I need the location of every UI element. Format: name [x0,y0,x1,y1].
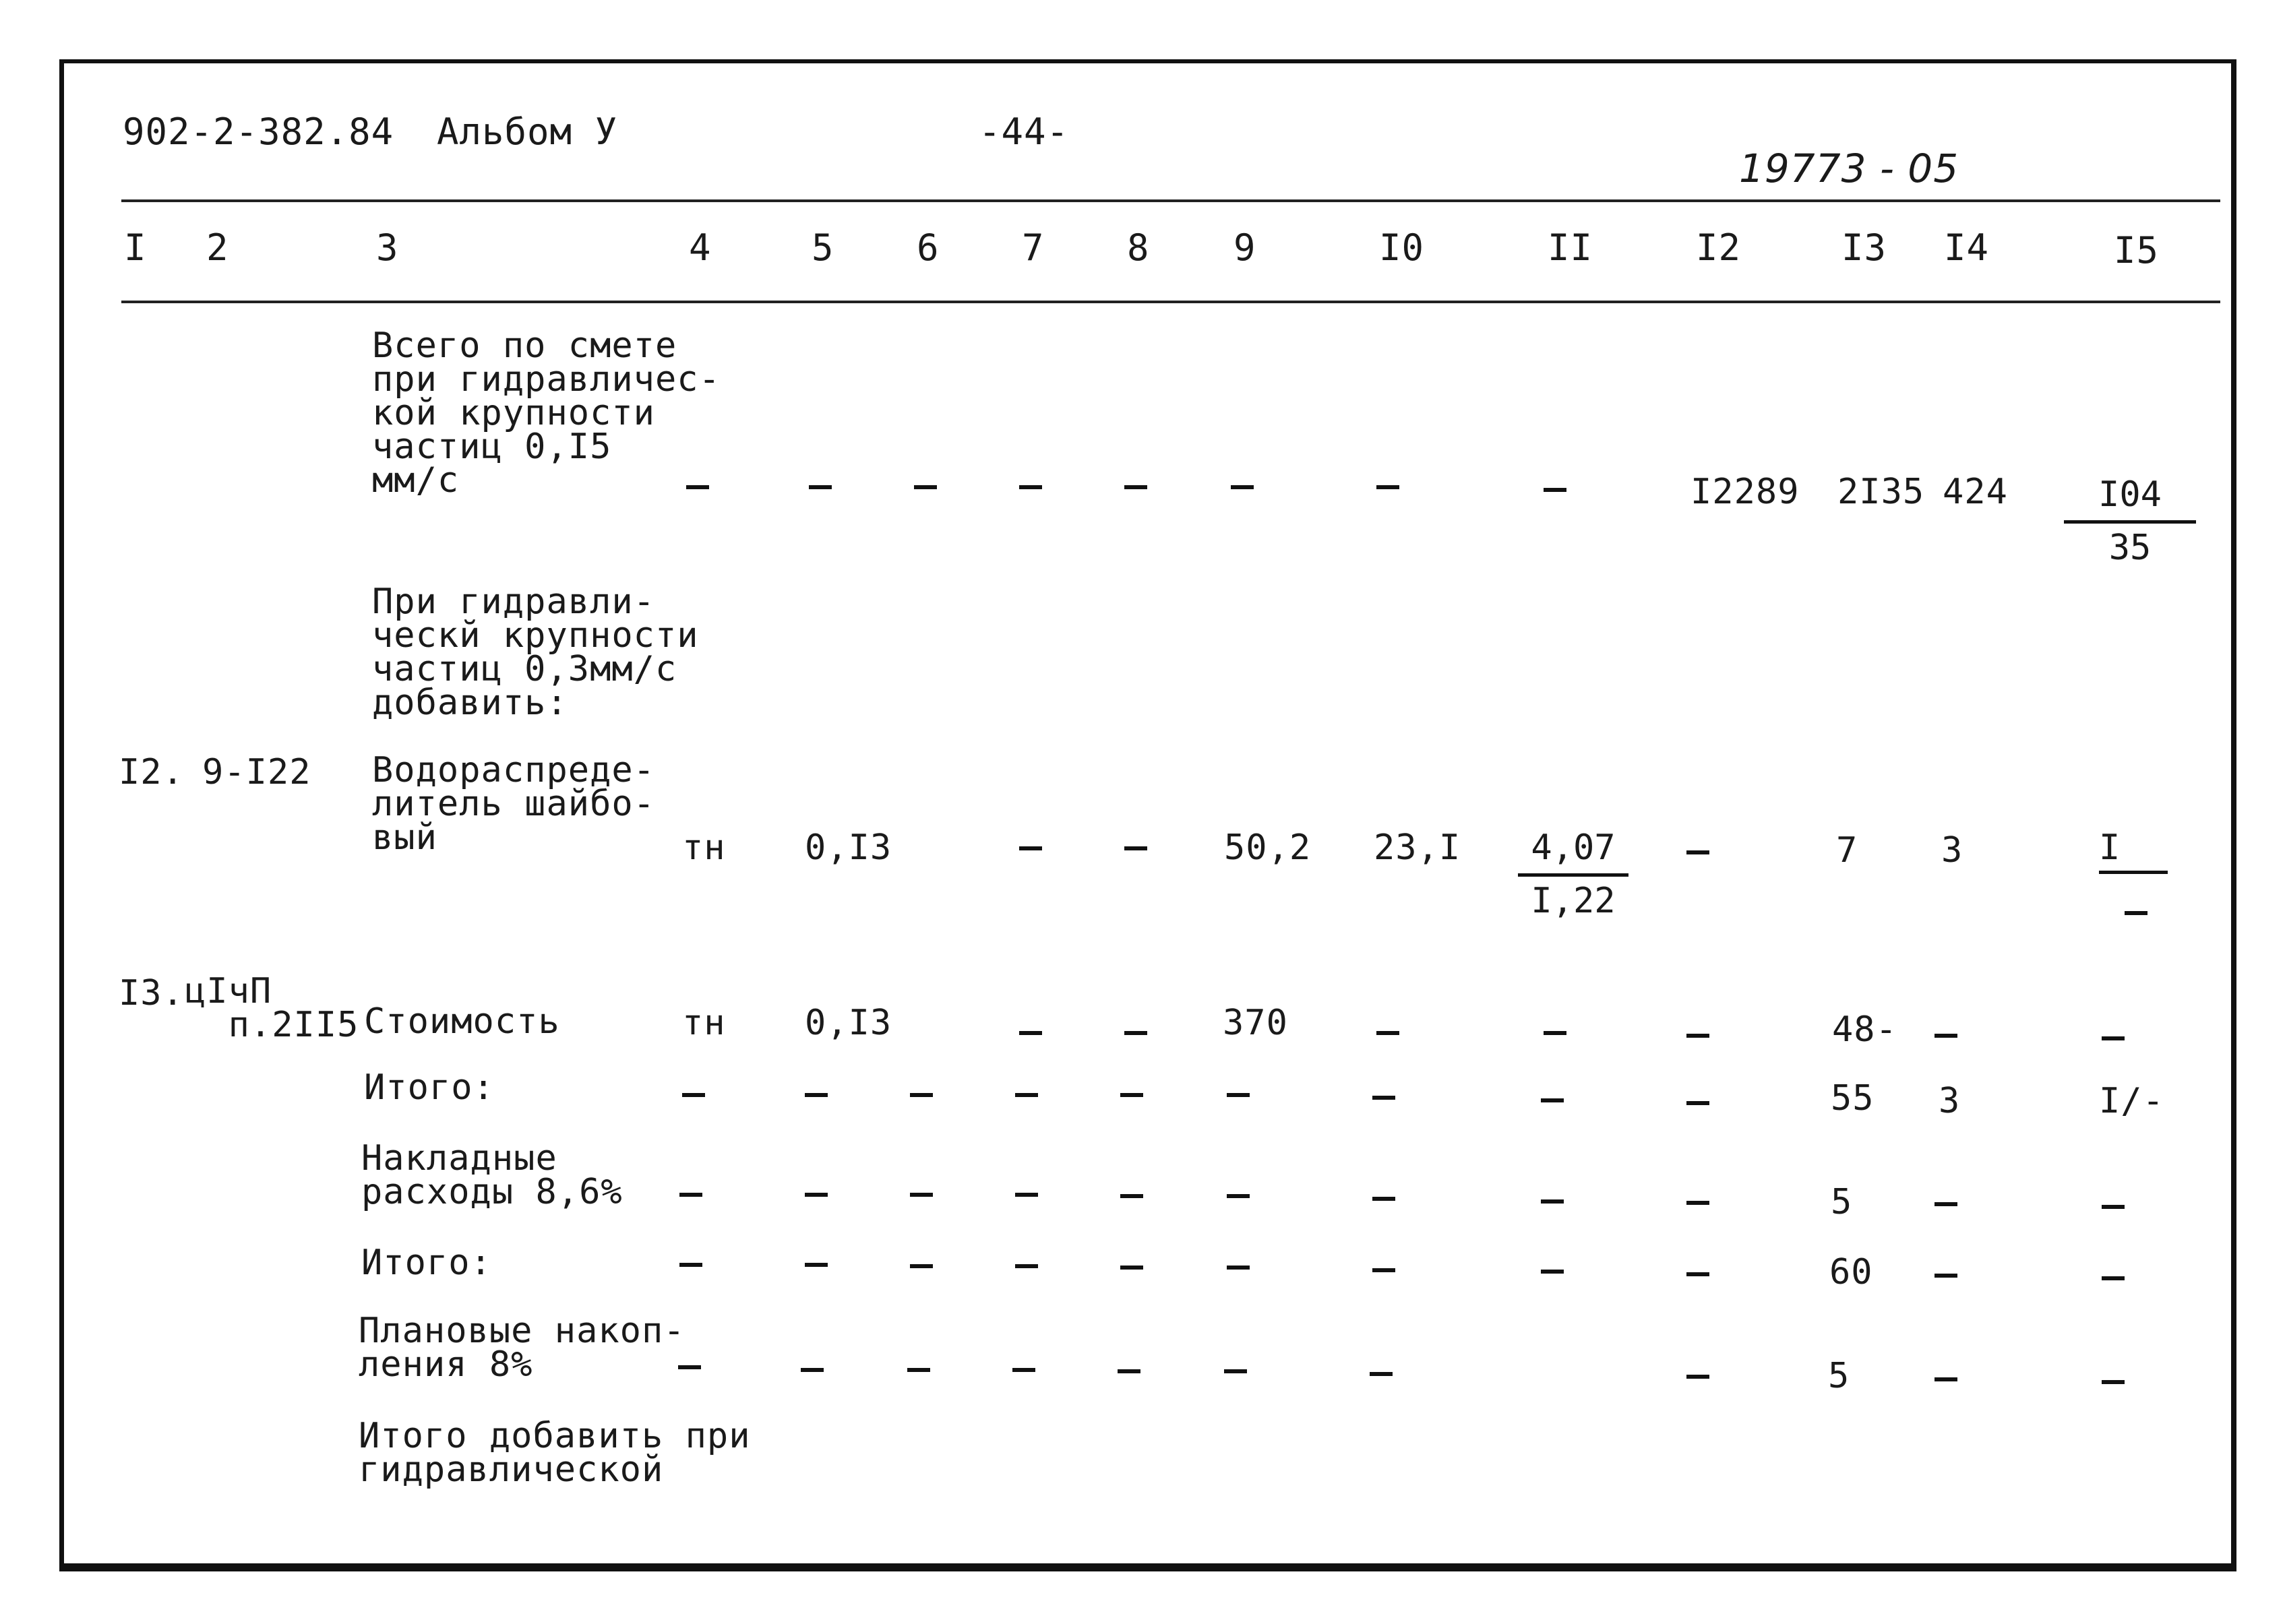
cell-col-13: 2I35 [1837,472,1925,512]
dash [682,1093,705,1097]
row-code: 9-I22 [202,752,311,792]
cell-col-13: 5 [1828,1356,1850,1396]
dash [1686,1101,1709,1105]
row-code: цIчП п.2II5 [185,971,359,1045]
page-number: -44- [979,111,1070,153]
dash [2102,1205,2125,1209]
fraction-numerator: I04 [2064,476,2196,524]
fraction-col-15 [2099,829,2168,874]
fraction-denominator: 35 [2108,528,2152,568]
row-description: Плановые накоп- ления 8% [359,1311,686,1385]
dash [1541,1270,1564,1274]
dash [1686,1201,1709,1205]
dash [1120,1194,1143,1198]
col-5: 5 [812,226,834,269]
dash [1541,1199,1564,1204]
cell-col-13: 60 [1829,1252,1873,1292]
header-bottom-rule [121,301,2220,303]
row-description: Всего по смете при гидравличес- кой крупности частиц 0,I5 мм/с [372,325,721,501]
row-description: Итого добавить при гидравлической [359,1416,751,1490]
dash [1012,1368,1035,1372]
dash [910,1264,933,1268]
cell-col-13: 55 [1831,1078,1875,1119]
dash [2102,1380,2125,1384]
dash [1686,1034,1709,1038]
col-15: I5 [2114,229,2160,272]
row-description: Стоимость [364,1001,560,1042]
cell-unit: тн [682,827,726,868]
cell-col-9: 50,2 [1224,827,1312,868]
cell-col-12: I2289 [1690,472,1800,512]
header-top-rule [121,199,2220,202]
cell-col-13: 48- [1832,1009,1897,1050]
cell-col-14: 424 [1943,472,2008,512]
row-description: При гидравли- ческй крупности частиц 0,3мм/с добавить: [372,582,699,723]
dash [1376,1031,1399,1035]
cell-col-5: 0,I3 [805,1003,892,1043]
dash [1124,1031,1147,1035]
dash [1372,1268,1395,1272]
dash [686,485,709,489]
dash [910,1093,933,1097]
dash [801,1368,824,1372]
handwritten-number: 19773 - 05 [1739,146,1959,191]
dash [1686,1375,1709,1379]
dash [910,1193,933,1197]
col-4: 4 [689,226,712,269]
dash [1015,1193,1038,1197]
cell-col-5: 0,I3 [805,827,892,868]
dash [1120,1266,1143,1270]
dash [678,1365,701,1369]
dash [1544,1031,1566,1035]
dash [1015,1264,1038,1268]
cell-col-13: 7 [1836,830,1858,871]
dash [1015,1093,1038,1097]
row-number: I2. [119,752,184,792]
col-14: I4 [1944,226,1990,269]
row-description: Накладные расходы 8,6% [361,1138,623,1212]
cell-col-14: 3 [1941,830,1963,871]
cell-col-13: 5 [1831,1182,1853,1222]
col-9: 9 [1233,226,1256,269]
col-8: 8 [1127,226,1150,269]
col-2: 2 [206,226,229,269]
dash [1118,1369,1140,1373]
dash [1686,1272,1709,1276]
row-description: Итого: [364,1067,495,1108]
dash [1541,1098,1564,1102]
dash [2102,1276,2125,1280]
dash [1686,850,1709,854]
dash [805,1263,828,1267]
dash [1124,485,1147,489]
dash [1544,488,1566,492]
col-6: 6 [917,226,940,269]
fraction-col-15 [2064,476,2196,567]
dash [1019,846,1042,850]
fraction-denominator: I,22 [1531,881,1616,921]
dash [1124,846,1147,850]
row-description: Итого: [361,1243,492,1283]
dash [679,1263,702,1267]
dash [1120,1093,1143,1097]
cell-col-10: 23,I [1374,827,1461,868]
dash [1227,1093,1250,1097]
dash [2102,1036,2125,1040]
fraction-numerator: I [2099,829,2168,874]
dash [1224,1369,1247,1373]
cell-col-14: 3 [1939,1081,1961,1121]
col-7: 7 [1022,226,1045,269]
dash [1372,1096,1395,1100]
album-label: Альбом У [437,111,618,153]
dash [907,1368,930,1372]
fraction-numerator: 4,07 [1518,829,1628,877]
row-number: I3. [119,973,184,1013]
dash [914,485,937,489]
dash [679,1193,702,1197]
dash [1934,1377,1957,1381]
col-11: II [1548,226,1593,269]
dash [1227,1194,1250,1198]
col-10: I0 [1379,226,1425,269]
dash [1934,1274,1957,1278]
cell-col-15: I/- [2099,1081,2164,1121]
dash [805,1093,828,1097]
col-12: I2 [1696,226,1742,269]
dash [1934,1034,1957,1038]
dash [1019,485,1042,489]
col-1: I [124,226,147,269]
dash [1227,1266,1250,1270]
row-description: Водораспреде- литель шайбо- вый [372,750,655,858]
dash [2125,911,2147,915]
dash [1372,1197,1395,1201]
dash [809,485,832,489]
doc-code: 902-2-382.84 [123,111,394,153]
dash [1231,485,1254,489]
dash [1019,1031,1042,1035]
col-3: 3 [376,226,399,269]
dash [1370,1372,1393,1376]
cell-unit: тн [682,1003,726,1043]
col-13: I3 [1841,226,1887,269]
fraction-col-11 [1518,829,1628,920]
dash [805,1193,828,1197]
dash [1934,1202,1957,1206]
dash [1376,485,1399,489]
cell-col-9: 370 [1223,1003,1288,1043]
